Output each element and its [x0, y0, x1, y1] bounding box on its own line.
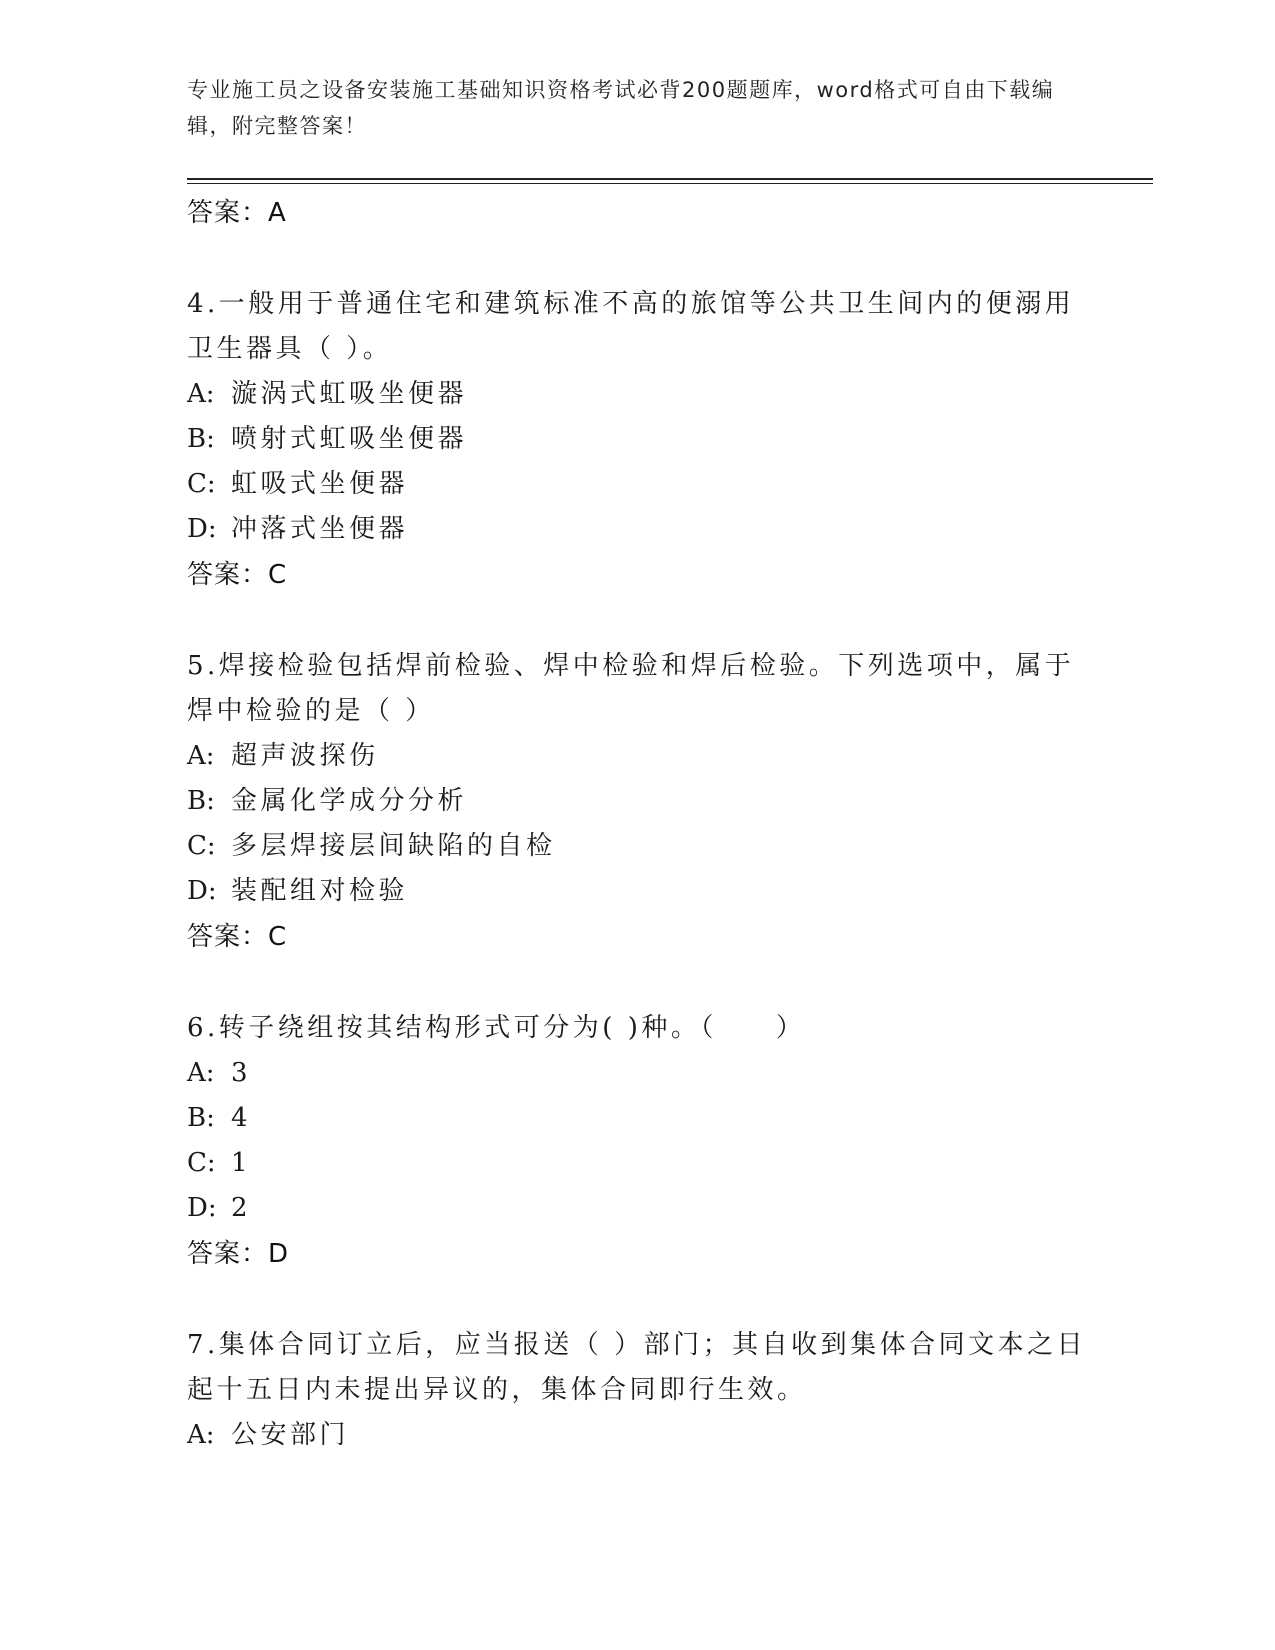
header-rule-thick: [187, 178, 1153, 180]
question-text: 6.转子绕组按其结构形式可分为( )种。（ ）: [187, 1013, 806, 1043]
question-text: 5.焊接检验包括焊前检验、焊中检验和焊后检验。下列选项中，属于焊中检验的是（ ）: [187, 651, 1075, 726]
option-label: C:: [187, 469, 216, 499]
option-d: [187, 869, 1087, 914]
option-label: D:: [187, 876, 217, 906]
answer-line: 答案：C: [187, 560, 288, 590]
option-text: 3: [231, 1058, 252, 1088]
answer-line: 答案：D: [187, 1239, 290, 1269]
option-d: [187, 507, 1087, 552]
option-text: 1: [231, 1148, 252, 1178]
question-text: 7.集体合同订立后，应当报送（ ）部门；其自收到集体合同文本之日起十五日内未提出异议的，集体合同即行生效。: [187, 1330, 1087, 1405]
option-c: [187, 1141, 1087, 1186]
option-label: B:: [187, 424, 215, 454]
option-text: 4: [231, 1103, 252, 1133]
question-text: 4.一般用于普通住宅和建筑标准不高的旅馆等公共卫生间内的便溺用卫生器具（ ）。: [187, 289, 1075, 364]
option-text: 多层焊接层间缺陷的自检: [231, 831, 556, 861]
option-text: 装配组对检验: [231, 876, 409, 906]
option-text: 虹吸式坐便器: [231, 469, 409, 499]
answer-line: 答案：A: [187, 198, 287, 228]
option-b: [187, 1096, 1087, 1141]
document-header: 专业施工员之设备安装施工基础知识资格考试必背200题题库，word格式可自由下载编辑，附完整答案！: [187, 78, 1055, 138]
option-label: C:: [187, 1148, 216, 1178]
option-label: A:: [187, 1420, 215, 1450]
question-block: [187, 1006, 1087, 1277]
option-label: D:: [187, 1193, 217, 1223]
question-block: [187, 1323, 1087, 1458]
answer-line: 答案：C: [187, 922, 288, 952]
option-text: 喷射式虹吸坐便器: [231, 424, 468, 454]
option-a: [187, 1051, 1087, 1096]
option-text: 公安部门: [231, 1420, 350, 1450]
option-text: 金属化学成分分析: [231, 786, 468, 816]
option-d: [187, 1186, 1087, 1231]
option-label: A:: [187, 379, 215, 409]
option-text: 冲落式坐便器: [231, 514, 409, 544]
option-label: A:: [187, 741, 215, 771]
option-label: B:: [187, 1103, 215, 1133]
option-label: C:: [187, 831, 216, 861]
option-text: 超声波探伤: [231, 741, 379, 771]
question-block: [187, 282, 1087, 598]
document-body: [187, 190, 1087, 1458]
option-c: [187, 462, 1087, 507]
option-b: [187, 417, 1087, 462]
option-a: [187, 1413, 1087, 1458]
header-rule-thin: [187, 183, 1153, 184]
option-label: A:: [187, 1058, 215, 1088]
option-c: [187, 824, 1087, 869]
option-label: B:: [187, 786, 215, 816]
option-text: 2: [231, 1193, 252, 1223]
question-block: [187, 644, 1087, 960]
option-a: [187, 734, 1087, 779]
option-text: 漩涡式虹吸坐便器: [231, 379, 468, 409]
option-label: D:: [187, 514, 217, 544]
option-a: [187, 372, 1087, 417]
option-b: [187, 779, 1087, 824]
